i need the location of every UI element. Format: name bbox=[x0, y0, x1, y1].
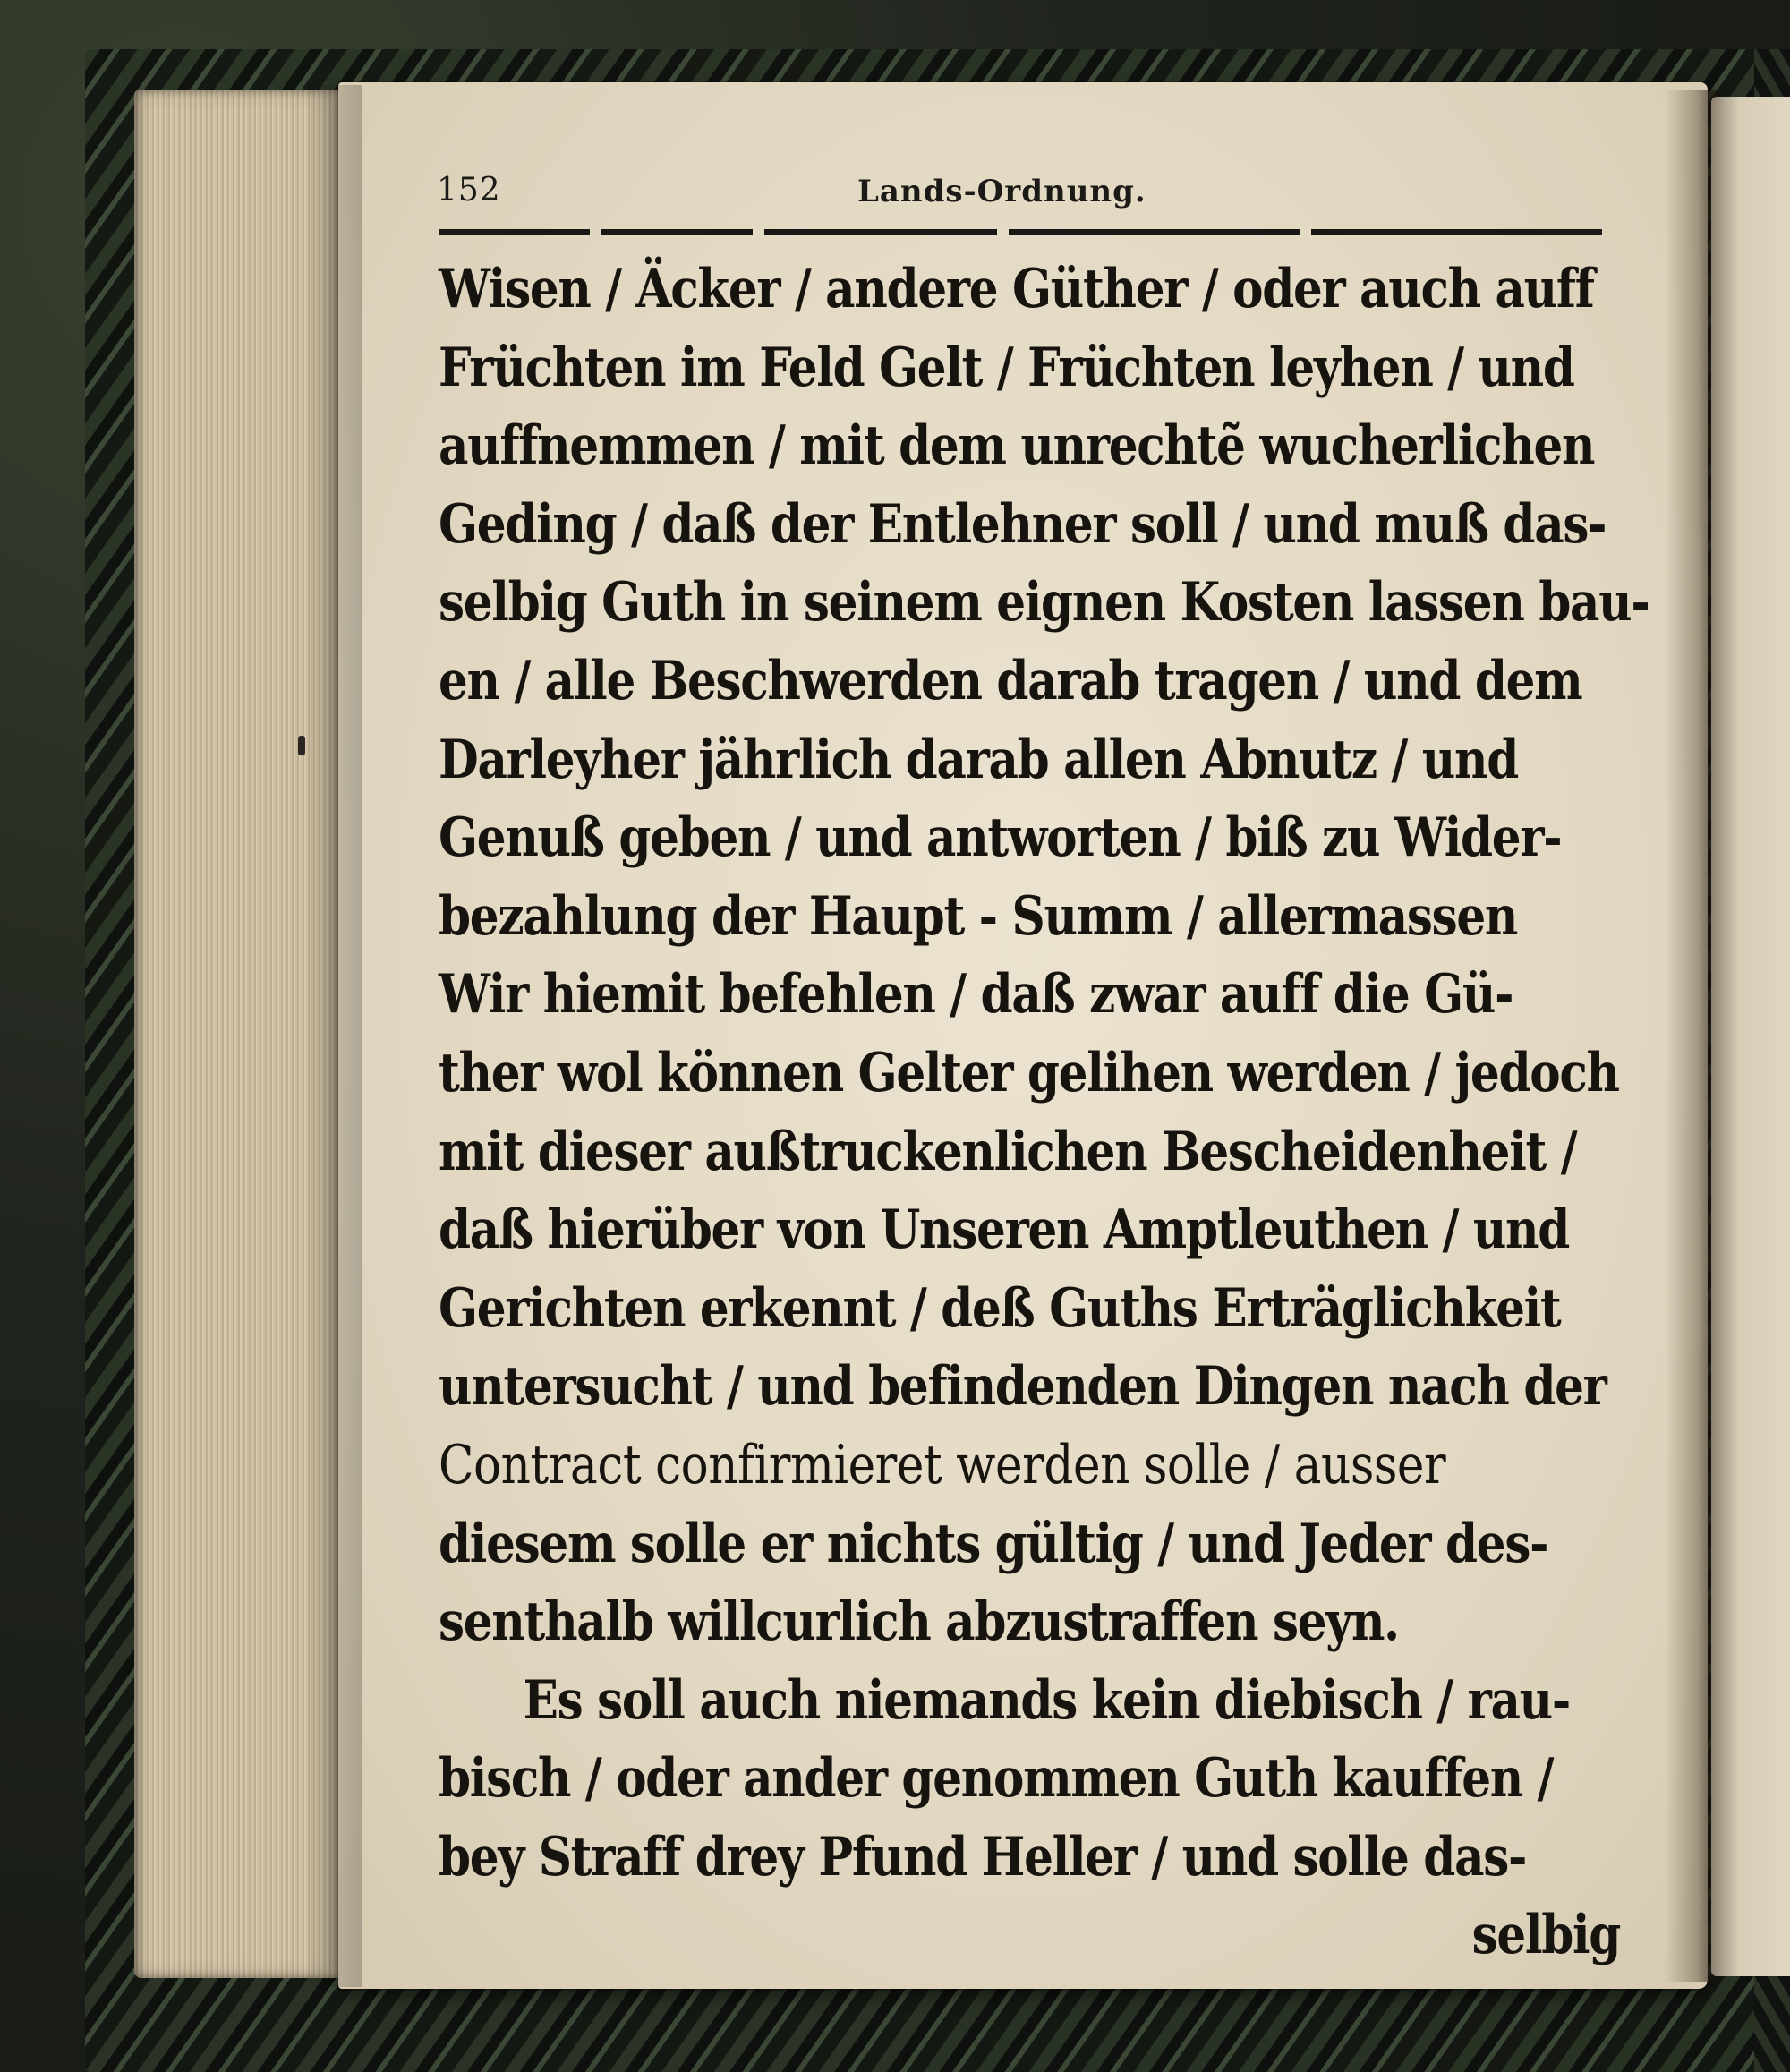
text-line: Contract confirmieret werden solle / ausser bbox=[439, 1433, 1446, 1496]
text-line: untersucht / und befindenden Dingen nach der bbox=[439, 1355, 1607, 1419]
text-line: ther wol können Gelter gelihen werden / jedoch bbox=[439, 1041, 1619, 1104]
text-line: Früchten im Feld Gelt / Früchten leyhen / und bbox=[439, 336, 1574, 399]
page-header bbox=[437, 172, 1600, 217]
header-rule bbox=[439, 229, 1602, 235]
body-text bbox=[439, 251, 1649, 1975]
page-number: 152 bbox=[437, 172, 501, 209]
text-line: Darleyher jährlich darab allen Abnutz / und bbox=[439, 728, 1519, 791]
text-line: Wisen / Äcker / andere Güther / oder auch auff bbox=[439, 258, 1594, 320]
facing-page-edge bbox=[1711, 97, 1790, 1976]
page-shadow bbox=[309, 85, 362, 1987]
text-line: selbig Guth in seinem eignen Kosten lassen bau- bbox=[439, 571, 1649, 635]
text-line: diesem solle er nichts gültig / und Jeder des- bbox=[439, 1512, 1548, 1575]
text-line: en / alle Beschwerden darab tragen / und dem bbox=[439, 649, 1582, 712]
text-line: senthalb willcurlich abzustraffen seyn. bbox=[439, 1590, 1399, 1654]
text-line: Wir hiemit befehlen / daß zwar auff die Gü- bbox=[439, 963, 1513, 1027]
text-line: daß hierüber von Unseren Amptleuthen / und bbox=[439, 1198, 1570, 1262]
text-line: Geding / daß der Entlehner soll / und muß das- bbox=[439, 492, 1607, 556]
text-line: bey Straff drey Pfund Heller / und solle das- bbox=[439, 1825, 1527, 1889]
text-line: Gerichten erkennt / deß Guths Erträglichkeit bbox=[439, 1276, 1561, 1340]
catchword: selbig bbox=[1471, 1904, 1621, 1967]
book-gutter bbox=[1665, 90, 1718, 1982]
text-line: auffnemmen / mit dem unrechtẽ wucherlichen bbox=[439, 414, 1595, 478]
running-head: Lands-Ordnung. bbox=[857, 174, 1146, 209]
page-blemish bbox=[298, 736, 305, 755]
text-line: bisch / oder ander genommen Guth kauffen / bbox=[439, 1747, 1554, 1811]
text-line: bezahlung der Haupt - Summ / allermassen bbox=[439, 884, 1518, 948]
text-line: mit dieser außtruckenlichen Bescheidenheit / bbox=[439, 1120, 1577, 1183]
text-line: Es soll auch niemands kein diebisch / rau- bbox=[523, 1668, 1571, 1732]
text-line: Genuß geben / und antworten / biß zu Wider- bbox=[439, 806, 1562, 870]
